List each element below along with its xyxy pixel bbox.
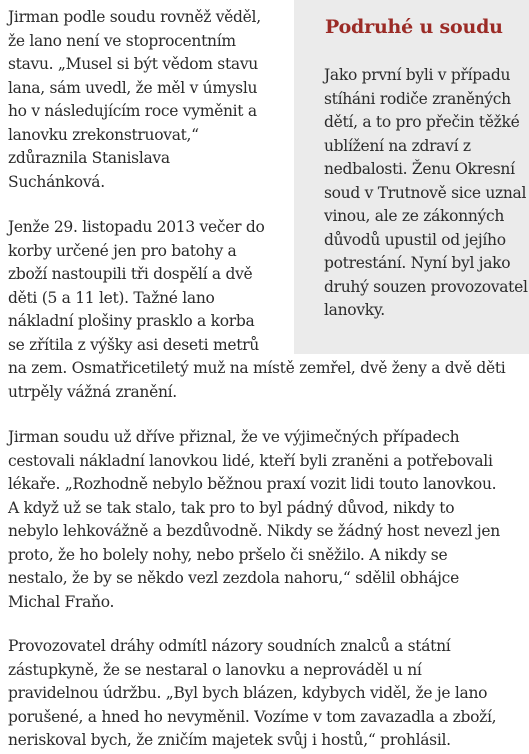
article-paragraph-1: Jirman podle soudu rovněž věděl, že lano není ve stoprocentním stavu. „Musel si být vědom stavu lana, sám uvedl, že měl v úmyslu ho v následujícím roce vyměnit a lanovku zrekonstruovat,“ zdůraznila Stanislava Suchánková.: [8, 8, 261, 191]
article-paragraph-3: Jirman soudu už dříve přiznal, že ve výjimečných případech cestovali nákladní lanovkou lidé, kteří byli zraněni a potřebovali lékaře. „Rozhodně nebylo běžnou praxí vozit lidi touto lanovkou. A když už se tak stalo, tak pro to byl pádný důvod, nikdy to nebylo lehkovážně a bezdůvodně. Nikdy se žádný host nevezl jen proto, že ho bolely nohy, nebo pršelo či sněžilo. A nikdy se nestalo, že by se někdo vezl zezdola nahoru,“ sdělil obhájce Michal Fraňo.: [8, 428, 500, 611]
article-paragraph-4: Provozovatel dráhy odmítl názory soudních znalců a státní zástupkyně, že se nestaral o lanovku a neprováděl u ní pravidelnou údržbu. „Byl bych blázen, kdybych viděl, že je lano porušené, a hned ho nevyměnil. Vozíme v tom zavazadla a zboží, neriskoval bych, že zničím majetek svůj i hostů,“ prohlásil.: [8, 637, 497, 749]
sidebar-text: Jako první byli v případu stíháni rodiče zraněných dětí, a to pro přečin těžké ublížení na zdraví z nedbalosti. Ženu Okresní soud v Trutnově sice uznal vinou, ale ze zákonných důvodů upustil od jejího potrestání. Nyní byl jako druhý souzen provozovatel lanovky.: [324, 66, 528, 319]
article-paragraph-2: Jenže 29. listopadu 2013 večer do korby určené jen pro batohy a zboží nastoupili tři dospělí a dvě děti (5 a 11 let). Tažné lano nákladní plošiny prasklo a korba se zřítila z výšky asi deseti metrů na zem. Osmatřicetiletý muž na místě zemřel, dvě ženy a dvě děti utrpěly vážná zranění.: [8, 218, 506, 401]
sidebar-title: Podruhé u soudu: [325, 16, 503, 38]
